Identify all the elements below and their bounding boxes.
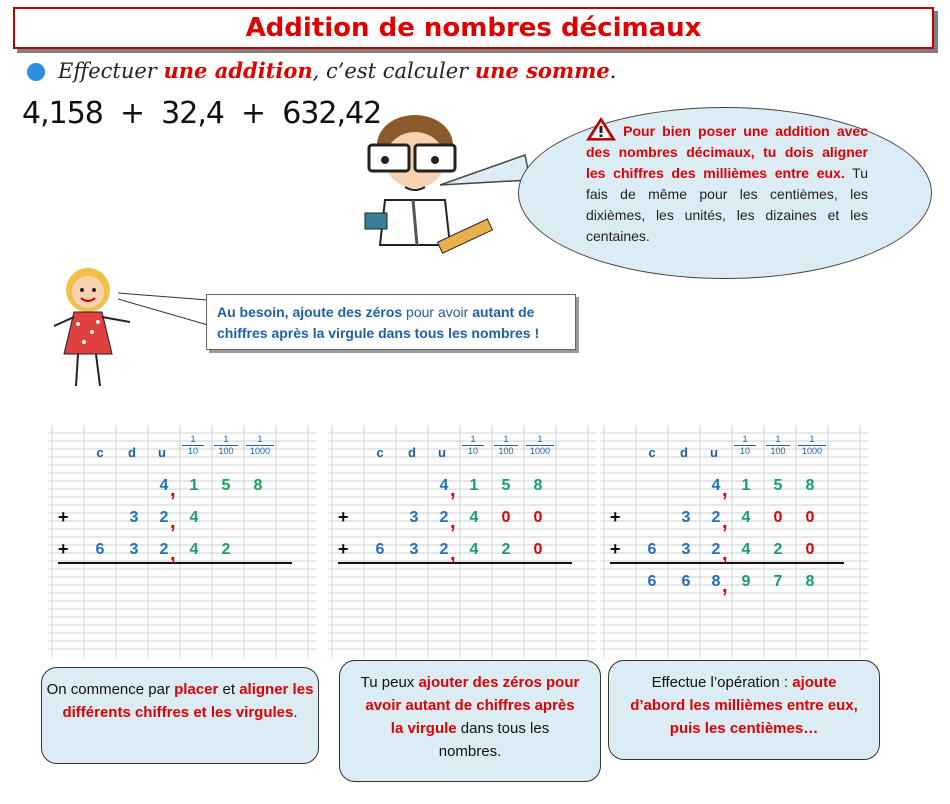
caption-step-3 [608, 660, 880, 760]
header-u: u [158, 445, 166, 460]
title-banner [13, 7, 934, 49]
comma-mark: , [722, 543, 728, 565]
caption1-text-3: . [293, 704, 298, 721]
digit: 4 [469, 541, 479, 558]
result-digit: 7 [773, 573, 783, 590]
header-d: d [408, 445, 416, 460]
digit: 2 [221, 541, 231, 558]
caption-step-1 [41, 667, 319, 764]
comma-mark: , [450, 543, 456, 565]
comma-mark: , [450, 479, 456, 501]
digit: 4 [189, 541, 199, 558]
digit: 3 [409, 541, 419, 558]
result-digit: 8 [805, 573, 815, 590]
caption2-red-1: ajouter des zéros pour avoir autant de chiffres après la virgule [365, 674, 580, 737]
caption1-red-2: aligner les différents chiffres et les virgules [62, 681, 314, 721]
digit: 2 [439, 509, 449, 526]
digit: 2 [501, 541, 511, 558]
speech-bubble-text [586, 117, 868, 247]
header-d: d [680, 445, 688, 460]
digit: 8 [253, 477, 263, 494]
added-zero: 0 [805, 541, 815, 558]
caption2-text-1: Tu peux [360, 674, 419, 691]
digit: 3 [681, 509, 691, 526]
caption3-text-1: Effectue l’opération : [651, 674, 793, 691]
header-thousandths: $\frac{1}{1000}$ [526, 434, 554, 457]
digit: 3 [129, 509, 139, 526]
digit: 1 [741, 477, 751, 494]
digit: 3 [409, 509, 419, 526]
header-thousandths: $\frac{1}{1000}$ [246, 434, 274, 457]
header-thousandths: $\frac{1}{1000}$ [798, 434, 826, 457]
digit: 1 [469, 477, 479, 494]
plus-sign: + [338, 539, 349, 559]
digit: 6 [375, 541, 385, 558]
digit: 1 [189, 477, 199, 494]
comma-mark: , [722, 511, 728, 533]
digit: 8 [533, 477, 543, 494]
bubble-red-text: Pour bien poser une addition avec des nombres décimaux, tu dois aligner les chiffres des millièmes entre eux. [586, 123, 868, 181]
header-c: c [376, 445, 384, 460]
bubble-rest-text: Tu fais de même pour les centièmes, les dixièmes, les unités, les dizaines et les centaines. [586, 165, 868, 244]
intro-highlight-somme: une somme [474, 58, 610, 83]
addition-expression: 4,158 + 32,4 + 632,42 [22, 96, 382, 131]
header-tenths: $\frac{1}{10}$ [734, 434, 756, 457]
intro-text-1: Effectuer [58, 59, 164, 83]
digit: 6 [647, 541, 657, 558]
comma-mark: , [722, 575, 728, 597]
tip-bold-3: autant de chiffres après la virgule dans tous les nombres ! [217, 304, 540, 341]
caption1-text-1: On commence par [46, 681, 175, 698]
grid-lines-2 [328, 425, 596, 657]
header-u: u [438, 445, 446, 460]
added-zero: 0 [533, 509, 543, 526]
digit: 2 [711, 541, 721, 558]
grid-panel-2 [328, 425, 596, 657]
header-c: c [96, 445, 104, 460]
comma-mark: , [722, 479, 728, 501]
digit: 5 [773, 477, 783, 494]
plus-sign: + [58, 539, 69, 559]
digit: 3 [129, 541, 139, 558]
digit: 2 [773, 541, 783, 558]
comma-mark: , [170, 543, 176, 565]
header-tenths: $\frac{1}{10}$ [462, 434, 484, 457]
comma-mark: , [170, 479, 176, 501]
digit: 2 [159, 509, 169, 526]
bullet-dot-icon [27, 63, 45, 81]
tip-bold-1: Au besoin, [217, 304, 289, 320]
result-digit: 8 [711, 573, 721, 590]
header-u: u [710, 445, 718, 460]
result-digit: 6 [647, 573, 657, 590]
added-zero: 0 [501, 509, 511, 526]
digit: 3 [681, 541, 691, 558]
result-digit: 6 [681, 573, 691, 590]
header-d: d [128, 445, 136, 460]
caption2-text-2: dans tous les nombres. [438, 720, 550, 760]
grid-lines-1 [48, 425, 316, 657]
caption1-text-2: et [218, 681, 240, 698]
intro-sentence [58, 58, 616, 83]
tip-box [206, 294, 576, 350]
digit: 6 [95, 541, 105, 558]
digit: 2 [711, 509, 721, 526]
grid-panel-3 [600, 425, 868, 657]
digit: 4 [711, 477, 721, 494]
digit: 4 [469, 509, 479, 526]
header-c: c [648, 445, 656, 460]
digit: 8 [805, 477, 815, 494]
plus-sign: + [338, 507, 349, 527]
intro-highlight-addition: une addition [163, 58, 313, 83]
caption3-red-1: ajoute d’abord les millièmes entre eux, puis les centièmes… [630, 674, 858, 737]
page-title: Addition de nombres décimaux [245, 13, 702, 43]
digit: 4 [439, 477, 449, 494]
digit: 4 [159, 477, 169, 494]
plus-sign: + [610, 507, 621, 527]
comma-mark: , [170, 511, 176, 533]
grid-lines-3 [600, 425, 868, 657]
pointer-lines [118, 285, 210, 335]
digit: 4 [741, 509, 751, 526]
header-hundredths: $\frac{1}{100}$ [766, 434, 790, 457]
digit: 4 [189, 509, 199, 526]
warning-icon [586, 117, 616, 141]
comma-mark: , [450, 511, 456, 533]
header-hundredths: $\frac{1}{100}$ [214, 434, 238, 457]
caption-step-2 [339, 660, 601, 782]
digit: 4 [741, 541, 751, 558]
grid-panel-1 [48, 425, 316, 657]
result-digit: 9 [741, 573, 751, 590]
added-zero: 0 [773, 509, 783, 526]
tip-text: pour avoir [402, 304, 473, 320]
header-hundredths: $\frac{1}{100}$ [494, 434, 518, 457]
digit: 2 [439, 541, 449, 558]
digit: 5 [501, 477, 511, 494]
added-zero: 0 [533, 541, 543, 558]
intro-text-3: . [609, 59, 617, 83]
header-tenths: $\frac{1}{10}$ [182, 434, 204, 457]
plus-sign: + [58, 507, 69, 527]
tip-bold-2: ajoute des zéros [292, 304, 403, 320]
caption1-red-1: placer [174, 681, 219, 698]
plus-sign: + [610, 539, 621, 559]
digit: 2 [159, 541, 169, 558]
digit: 5 [221, 477, 231, 494]
added-zero: 0 [805, 509, 815, 526]
intro-text-2: , c’est calculer [312, 59, 475, 83]
